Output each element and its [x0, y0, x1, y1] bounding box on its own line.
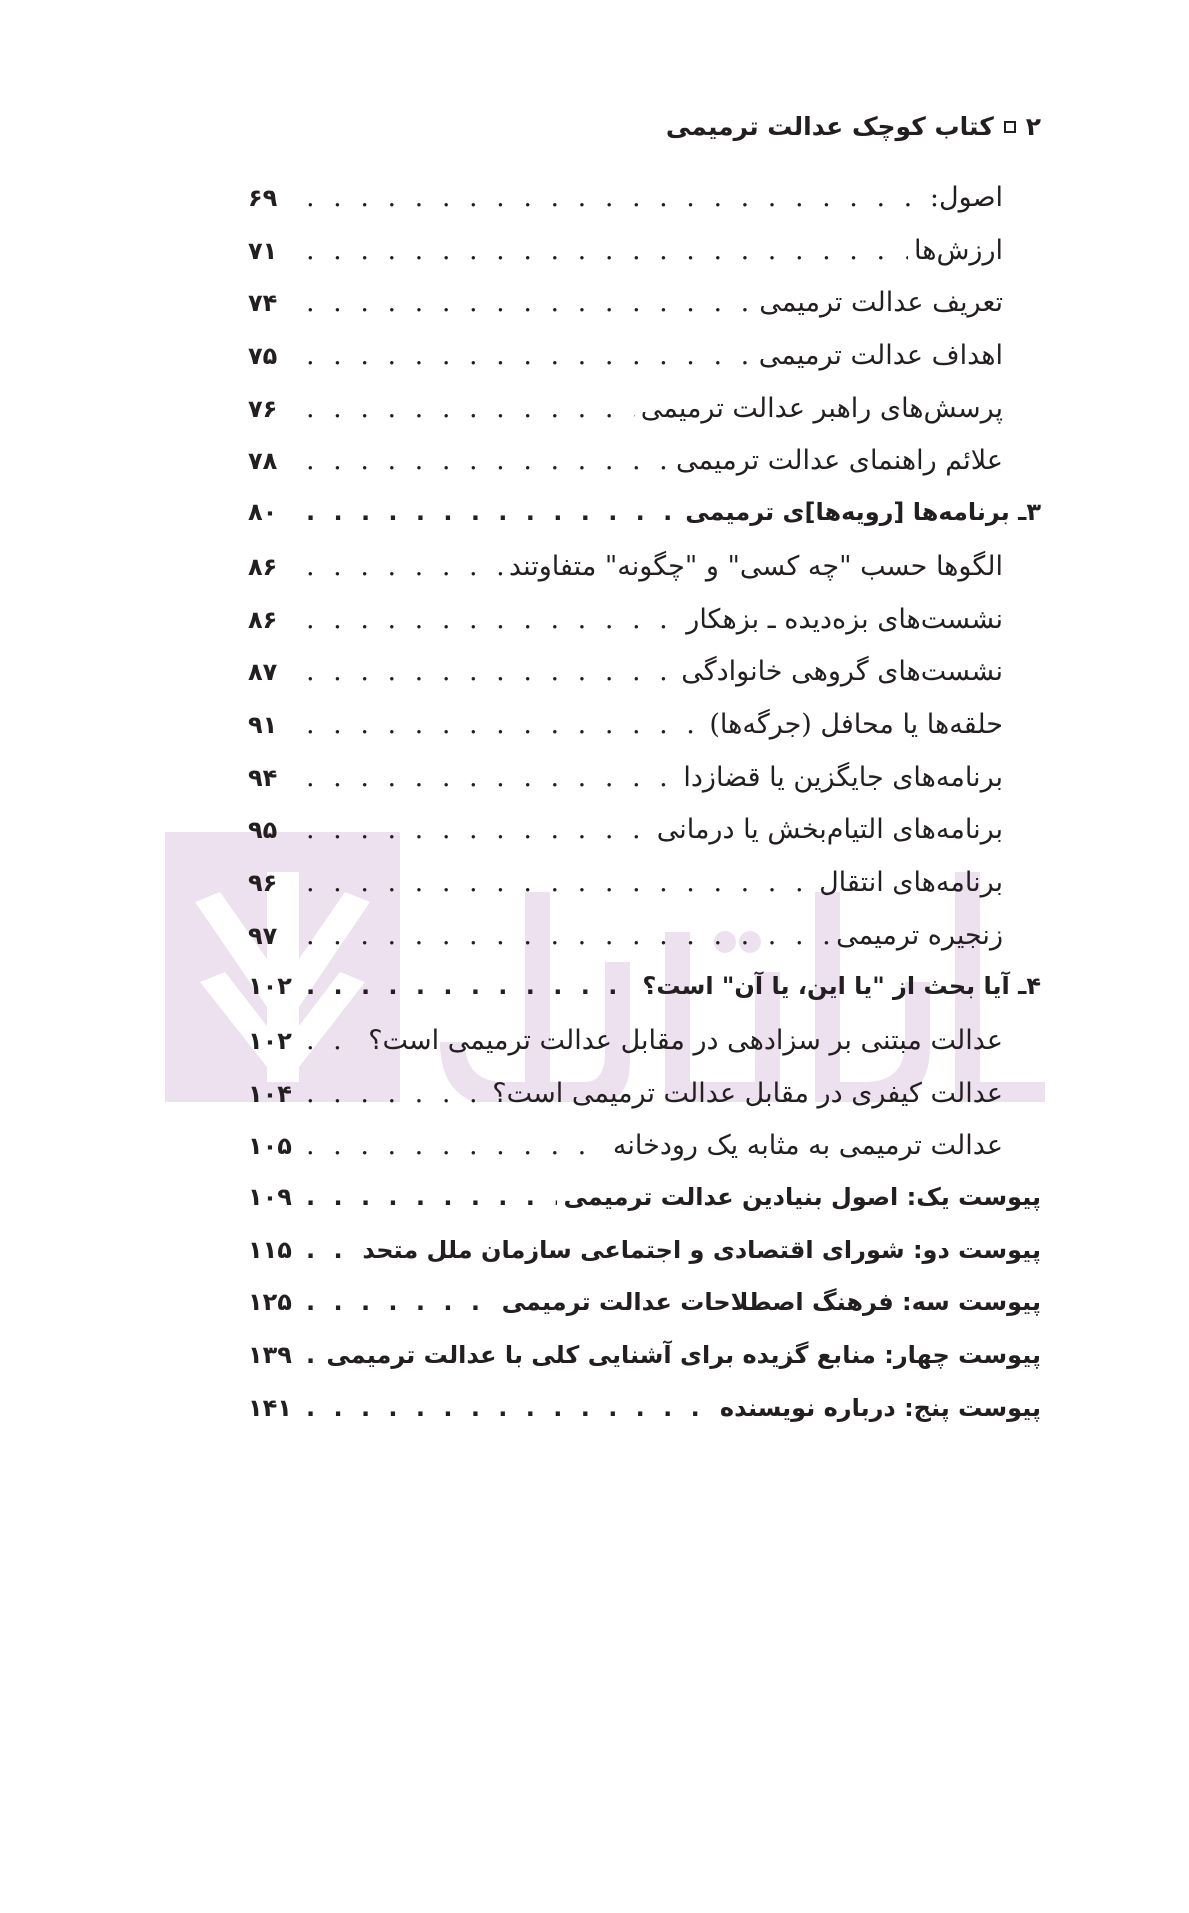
toc-entry-page-number: ۱۰۲ — [248, 972, 292, 1001]
toc-entry-page-number: ۹۱ — [248, 710, 278, 739]
square-bullet-icon — [1004, 121, 1016, 133]
toc-entry-page-number: ۱۴۱ — [248, 1393, 292, 1422]
toc-entry-title: زنجیره ترمیمی — [836, 919, 1003, 951]
toc-dot-leader — [306, 656, 675, 687]
toc-dot-leader — [306, 1341, 320, 1369]
toc-dot-leader — [306, 1025, 362, 1056]
toc-entry — [248, 972, 1041, 1025]
toc-dot-leader — [306, 1130, 607, 1161]
toc-entry-page-number: ۸۶ — [248, 552, 278, 581]
running-header — [666, 112, 1041, 141]
toc-entry-title: حلقه‌ها یا محافل (جرگه‌ها) — [709, 708, 1003, 740]
toc-entry-page-number: ۷۵ — [248, 342, 278, 371]
toc-entry — [248, 1288, 1041, 1341]
toc-entry-title: نشست‌های گروهی خانوادگی — [681, 656, 1003, 688]
toc-entry-title: عدالت کیفری در مقابل عدالت ترمیمی است؟ — [492, 1077, 1003, 1109]
toc-entry-page-number: ۸۰ — [248, 498, 278, 527]
toc-entry-title: پیوست یک: اصول بنیادین عدالت ترمیمی — [563, 1183, 1041, 1212]
toc-entry-page-number: ۱۰۲ — [248, 1027, 292, 1055]
toc-entry-title: علائم راهنمای عدالت ترمیمی — [675, 445, 1003, 477]
toc-entry-page-number: ۱۰۵ — [248, 1132, 292, 1161]
page-number: ۲ — [1025, 112, 1041, 141]
toc-entry-page-number: ۹۴ — [248, 763, 278, 792]
toc-entry-title: عدالت مبتنی بر سزادهی در مقابل عدالت ترمیمی است؟ — [368, 1025, 1003, 1056]
toc-entry-page-number: ۷۴ — [248, 289, 278, 318]
toc-entry-title: پیوست پنج: درباره نویسنده — [719, 1393, 1041, 1422]
toc-entry — [248, 920, 1041, 973]
toc-entry — [248, 1183, 1041, 1236]
toc-entry-page-number: ۱۳۹ — [248, 1341, 292, 1370]
toc-entry-page-number: ۹۵ — [248, 816, 278, 845]
toc-entry-page-number: ۱۰۴ — [248, 1079, 292, 1108]
toc-entry-page-number: ۱۲۵ — [248, 1288, 292, 1317]
toc-entry — [248, 340, 1041, 393]
toc-dot-leader — [306, 1288, 496, 1316]
toc-entry — [248, 604, 1041, 657]
toc-entry — [248, 551, 1041, 604]
toc-entry-title: اصول: — [929, 182, 1003, 213]
toc-entry — [248, 1394, 1041, 1447]
toc-entry-title: اهداف عدالت ترمیمی — [758, 340, 1003, 372]
toc-entry — [248, 762, 1041, 815]
toc-dot-leader — [306, 972, 636, 1000]
toc-dot-leader — [306, 182, 924, 213]
toc-entry — [248, 1130, 1041, 1183]
toc-entry — [248, 287, 1041, 340]
toc-entry — [248, 1236, 1041, 1289]
toc-dot-leader — [306, 1078, 486, 1109]
toc-entry — [248, 1341, 1041, 1394]
toc-dot-leader — [306, 1394, 714, 1422]
toc-entry-page-number: ۸۶ — [248, 605, 278, 634]
toc-dot-leader — [306, 235, 908, 266]
toc-entry-title: نشست‌های بزه‌دیده ـ بزهکار — [686, 603, 1003, 635]
toc-dot-leader — [306, 604, 680, 635]
toc-entry-page-number: ۷۸ — [248, 447, 278, 476]
toc-entry — [248, 814, 1041, 867]
toc-entry — [248, 1025, 1041, 1078]
toc-entry-title: ۴ـ آیا بحث از "یا این، یا آن" است؟ — [642, 972, 1041, 1001]
toc-dot-leader — [306, 1183, 557, 1211]
toc-entry — [248, 1078, 1041, 1131]
toc-entry-title: پرسش‌های راهبر عدالت ترمیمی — [640, 392, 1003, 424]
table-of-contents — [248, 182, 1041, 1447]
toc-dot-leader — [306, 445, 670, 476]
toc-entry — [248, 867, 1041, 920]
toc-entry-page-number: ۹۶ — [248, 868, 278, 897]
toc-entry-title: عدالت ترمیمی به مثابه یک رودخانه — [612, 1130, 1003, 1162]
toc-entry-page-number: ۹۷ — [248, 921, 278, 950]
toc-entry-title: برنامه‌های انتقال — [819, 866, 1003, 898]
toc-entry — [248, 393, 1041, 446]
toc-entry-title: برنامه‌های التیام‌بخش یا درمانی — [656, 814, 1003, 846]
toc-entry-page-number: ۱۰۹ — [248, 1183, 292, 1212]
toc-entry-page-number: ۷۱ — [248, 236, 278, 265]
toc-dot-leader — [306, 920, 830, 951]
toc-entry-page-number: ۱۱۵ — [248, 1235, 292, 1264]
toc-entry-title: تعریف عدالت ترمیمی — [759, 287, 1003, 319]
toc-dot-leader — [306, 814, 651, 845]
toc-entry — [248, 182, 1041, 235]
toc-entry — [248, 235, 1041, 288]
toc-entry — [248, 709, 1041, 762]
toc-entry — [248, 445, 1041, 498]
toc-dot-leader — [306, 867, 813, 898]
book-title: کتاب کوچک عدالت ترمیمی — [665, 112, 994, 141]
toc-entry-title: الگوها حسب "چه کسی" و "چگونه" متفاوتند — [508, 550, 1003, 582]
toc-entry-page-number: ۸۷ — [248, 658, 278, 687]
toc-dot-leader — [306, 340, 753, 371]
toc-entry-title: برنامه‌های جایگزین یا قضازدا — [683, 761, 1003, 793]
toc-dot-leader — [306, 762, 677, 793]
toc-entry-page-number: ۷۶ — [248, 394, 278, 423]
toc-entry-page-number: ۶۹ — [248, 184, 278, 212]
toc-entry-title: پیوست دو: شورای اقتصادی و اجتماعی سازمان ملل متحد — [362, 1235, 1041, 1264]
toc-dot-leader — [306, 551, 503, 582]
toc-dot-leader — [306, 1236, 356, 1264]
toc-entry — [248, 656, 1041, 709]
toc-dot-leader — [306, 709, 703, 740]
toc-entry-title: پیوست چهار: منابع گزیده برای آشنایی کلی با عدالت ترمیمی — [326, 1341, 1041, 1370]
toc-entry-title: پیوست سه: فرهنگ اصطلاحات عدالت ترمیمی — [501, 1288, 1041, 1317]
toc-dot-leader — [306, 393, 635, 424]
toc-entry-title: ۳ـ برنامه‌ها [رویه‌ها]ی ترمیمی — [685, 498, 1041, 527]
toc-dot-leader — [306, 287, 753, 318]
toc-dot-leader — [306, 498, 679, 526]
toc-entry-title: ارزش‌ها — [913, 234, 1003, 266]
toc-entry — [248, 498, 1041, 551]
